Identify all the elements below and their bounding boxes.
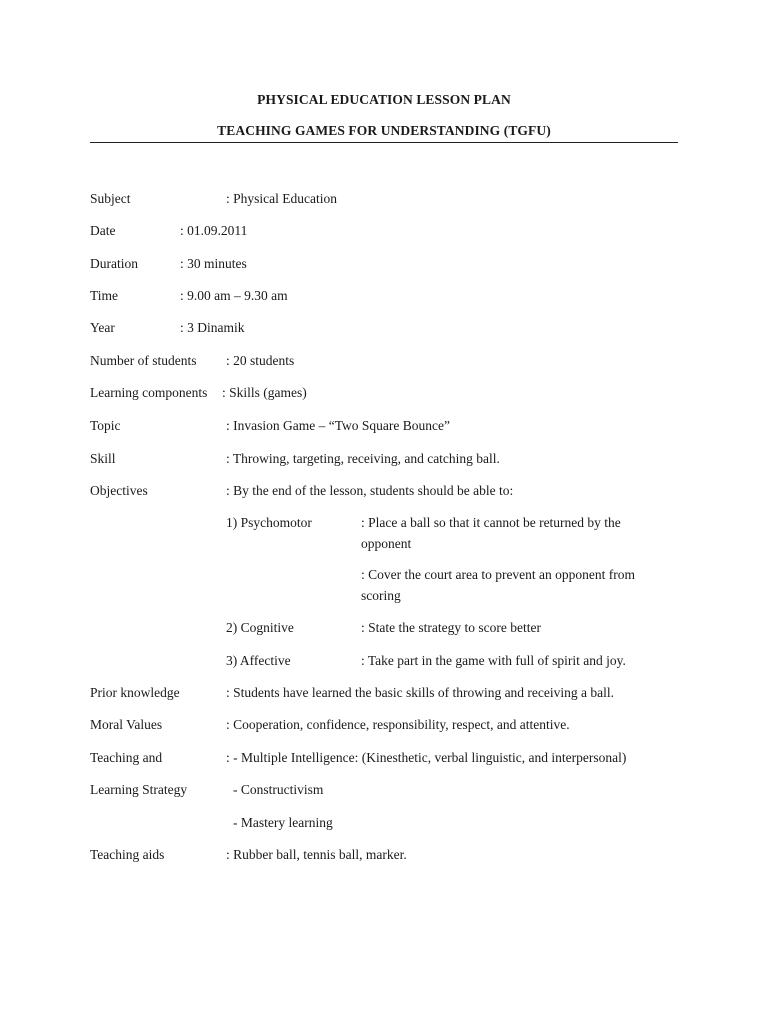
affective-text: : Take part in the game with full of spirit and joy. (361, 653, 626, 668)
psychomotor-label: 1) Psychomotor (226, 515, 312, 530)
time-label: Time (90, 288, 119, 303)
objectives-label: Objectives (90, 483, 148, 498)
prior-knowledge-label: Prior knowledge (90, 685, 180, 700)
moral-values-label: Moral Values (90, 717, 163, 732)
skill-label: Skill (90, 451, 116, 466)
students-value: : 20 students (226, 353, 295, 368)
psychomotor-line-1: : Place a ball so that it cannot be returned by the (361, 515, 621, 530)
components-value: : Skills (games) (222, 385, 307, 400)
psychomotor-line-3: : Cover the court area to prevent an opponent from (361, 567, 636, 582)
cognitive-text: : State the strategy to score better (361, 620, 541, 635)
time-value: : 9.00 am – 9.30 am (180, 288, 288, 303)
topic-label: Topic (90, 418, 121, 433)
strategy-label-line-2: Learning Strategy (90, 782, 188, 797)
strategy-item-mastery-learning: - Mastery learning (233, 815, 333, 830)
moral-values-value: : Cooperation, confidence, responsibility, respect, and attentive. (226, 717, 570, 732)
cognitive-label: 2) Cognitive (226, 620, 294, 635)
students-label: Number of students (90, 353, 197, 368)
strategy-item-multiple-intelligence: : - Multiple Intelligence: (Kinesthetic, verbal linguistic, and interpersonal) (226, 750, 627, 765)
date-label: Date (90, 223, 116, 238)
year-value: : 3 Dinamik (180, 320, 245, 335)
subject-label: Subject (90, 191, 131, 206)
psychomotor-line-4: scoring (361, 588, 401, 603)
strategy-label-line-1: Teaching and (90, 750, 163, 765)
duration-label: Duration (90, 256, 138, 271)
teaching-aids-label: Teaching aids (90, 847, 165, 862)
components-label: Learning components (90, 385, 208, 400)
teaching-aids-value: : Rubber ball, tennis ball, marker. (226, 847, 407, 862)
date-value: : 01.09.2011 (180, 223, 248, 238)
affective-label: 3) Affective (226, 653, 291, 668)
prior-knowledge-value: : Students have learned the basic skills of throwing and receiving a ball. (226, 685, 615, 700)
strategy-item-constructivism: - Constructivism (233, 782, 324, 797)
duration-value: : 30 minutes (180, 256, 247, 271)
objectives-value: : By the end of the lesson, students should be able to: (226, 483, 514, 498)
year-label: Year (90, 320, 115, 335)
document-subtitle: TEACHING GAMES FOR UNDERSTANDING (TGFU) (217, 123, 551, 138)
skill-value: : Throwing, targeting, receiving, and catching ball. (226, 451, 500, 466)
topic-value: : Invasion Game – “Two Square Bounce” (226, 418, 450, 433)
psychomotor-line-2: opponent (361, 536, 412, 551)
subject-value: : Physical Education (226, 191, 337, 206)
header-divider (90, 142, 678, 143)
document-title: PHYSICAL EDUCATION LESSON PLAN (257, 92, 511, 107)
